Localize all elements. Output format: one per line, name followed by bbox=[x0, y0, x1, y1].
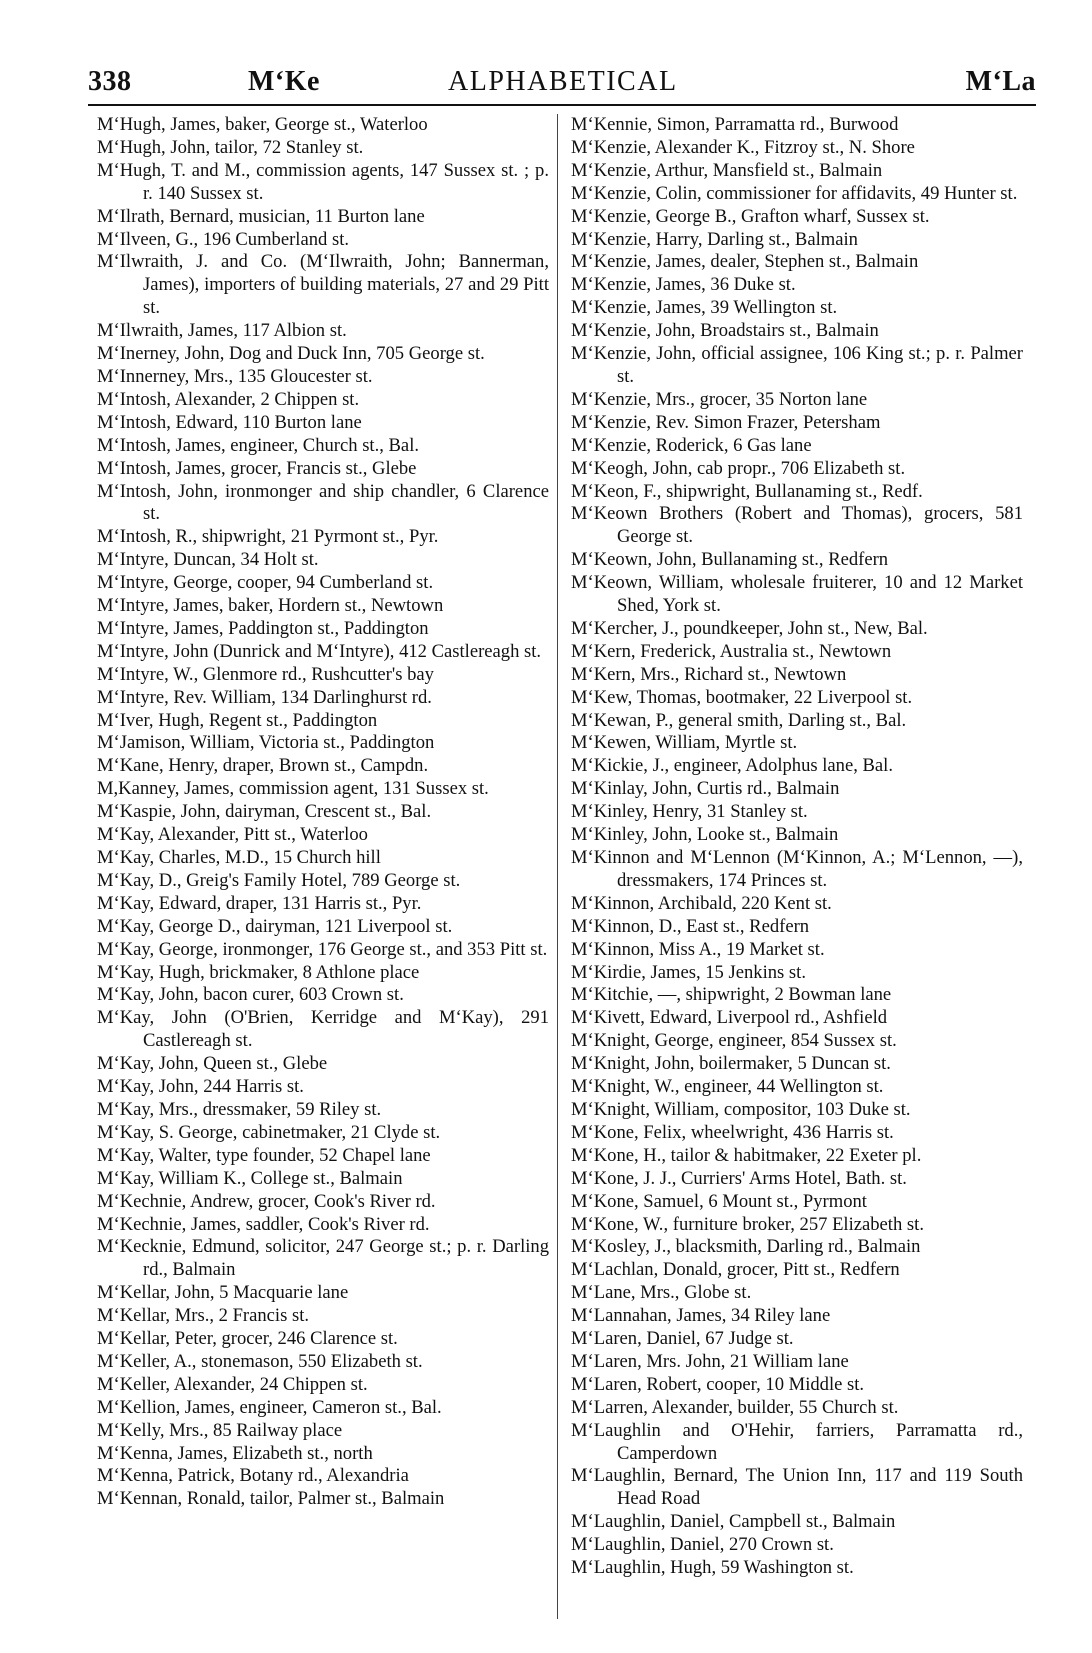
directory-entry: M‘Keown Brothers (Robert and Thomas), grocers, 581 George st. bbox=[571, 503, 1023, 548]
directory-entry: M‘Kecknie, Edmund, solicitor, 247 George st.; p. r. Darling rd., Balmain bbox=[97, 1236, 549, 1281]
directory-entry: M‘Kosley, J., blacksmith, Darling rd., Balmain bbox=[571, 1236, 921, 1258]
directory-entry: M‘Laughlin, Bernard, The Union Inn, 117 and 119 South Head Road bbox=[571, 1465, 1023, 1510]
directory-entry: M‘Kickie, J., engineer, Adolphus lane, Bal. bbox=[571, 755, 893, 777]
directory-entry: M‘Ilveen, G., 196 Cumberland st. bbox=[97, 228, 350, 250]
directory-entry: M‘Kellar, John, 5 Macquarie lane bbox=[97, 1282, 349, 1304]
directory-entry: M‘Kone, W., furniture broker, 257 Elizabeth st. bbox=[571, 1213, 924, 1235]
directory-entry: M‘Larren, Alexander, builder, 55 Church st. bbox=[571, 1396, 899, 1418]
left-column bbox=[97, 114, 549, 1619]
directory-entry: M‘Laren, Mrs. John, 21 William lane bbox=[571, 1350, 849, 1372]
directory-entry: M‘Kenzie, John, official assignee, 106 King st.; p. r. Palmer st. bbox=[571, 343, 1023, 387]
directory-entry: M‘Kay, Charles, M.D., 15 Church hill bbox=[97, 847, 381, 868]
directory-entry: M‘Kechnie, James, saddler, Cook's River rd. bbox=[97, 1213, 430, 1235]
directory-entry: M‘Keown, John, Bullanaming st., Redfern bbox=[571, 549, 889, 571]
directory-entry: M‘Intosh, Alexander, 2 Chippen st. bbox=[97, 388, 360, 410]
directory-entry: M‘Ilrath, Bernard, musician, 11 Burton lane bbox=[97, 205, 425, 227]
directory-entry: M‘Kellion, James, engineer, Cameron st., Bal. bbox=[97, 1396, 442, 1418]
directory-entry: M‘Kenzie, Harry, Darling st., Balmain bbox=[571, 228, 858, 250]
page-number: 338 bbox=[88, 66, 132, 97]
directory-entry: M‘Hugh, John, tailor, 72 Stanley st. bbox=[97, 136, 364, 158]
directory-entry: M‘Kone, Samuel, 6 Mount st., Pyrmont bbox=[571, 1190, 867, 1212]
directory-entry: M‘Kenzie, John, Broadstairs st., Balmain bbox=[571, 320, 879, 342]
directory-entry: M‘Kay, Edward, draper, 131 Harris st., Pyr. bbox=[97, 892, 422, 914]
directory-entry: M‘Kinnon, D., East st., Redfern bbox=[571, 915, 810, 937]
directory-entry: M‘Kercher, J., poundkeeper, John st., New, Bal. bbox=[571, 617, 928, 639]
directory-entry: M‘Kay, Hugh, brickmaker, 8 Athlone place bbox=[97, 961, 420, 983]
directory-entry: M‘Laughlin, Daniel, Campbell st., Balmain bbox=[571, 1511, 896, 1533]
directory-entry: M‘Kenzie, Colin, commissioner for affidavits, 49 Hunter st. bbox=[571, 182, 1018, 204]
directory-entry: M‘Kay, John, 244 Harris st. bbox=[97, 1076, 304, 1098]
directory-entry: M‘Intyre, Duncan, 34 Holt st. bbox=[97, 549, 319, 571]
directory-entry: M‘Keon, F., shipwright, Bullanaming st., Redf. bbox=[571, 480, 923, 502]
directory-entry: M‘Keller, A., stonemason, 550 Elizabeth st. bbox=[97, 1350, 423, 1372]
directory-entry: M‘Iver, Hugh, Regent st., Paddington bbox=[97, 709, 378, 731]
directory-entry: M‘Keller, Alexander, 24 Chippen st. bbox=[97, 1373, 368, 1395]
directory-entry: M‘Kenzie, Mrs., grocer, 35 Norton lane bbox=[571, 388, 868, 410]
directory-entry: M‘Kay, George D., dairyman, 121 Liverpool st. bbox=[97, 915, 453, 937]
directory-entry: M‘Intyre, James, baker, Hordern st., Newtown bbox=[97, 595, 444, 617]
directory-entry: M‘Ilwraith, James, 117 Albion st. bbox=[97, 320, 347, 342]
directory-entry: M‘Kenna, Patrick, Botany rd., Alexandria bbox=[97, 1465, 409, 1487]
directory-entry: M‘Kewan, P., general smith, Darling st., Bal. bbox=[571, 709, 907, 731]
directory-entry: M‘Kenzie, James, 39 Wellington st. bbox=[571, 297, 838, 319]
directory-entry: M‘Kew, Thomas, bootmaker, 22 Liverpool st. bbox=[571, 686, 913, 708]
directory-entry: M‘Kaspie, John, dairyman, Crescent st., Bal. bbox=[97, 801, 432, 823]
directory-entry: M‘Kenna, James, Elizabeth st., north bbox=[97, 1442, 373, 1464]
page-header bbox=[88, 60, 1036, 106]
directory-entry: M‘Kinley, John, Looke st., Balmain bbox=[571, 824, 839, 846]
directory-entry: M‘Kenzie, James, 36 Duke st. bbox=[571, 274, 796, 296]
directory-entry: M‘Laren, Robert, cooper, 10 Middle st. bbox=[571, 1373, 865, 1395]
directory-entry: M‘Intosh, John, ironmonger and ship chandler, 6 Clarence st. bbox=[97, 480, 549, 525]
directory-entry: M‘Kenzie, George B., Grafton wharf, Sussex st. bbox=[571, 205, 930, 227]
page-title: ALPHABETICAL bbox=[448, 66, 678, 97]
directory-entry: M‘Kane, Henry, draper, Brown st., Campdn. bbox=[97, 755, 429, 777]
directory-entry: M‘Kinnon, Archibald, 220 Kent st. bbox=[571, 892, 832, 914]
directory-entry: M‘Keown, William, wholesale fruiterer, 10 and 12 Market Shed, York st. bbox=[571, 572, 1023, 617]
directory-entry: M‘Kone, H., tailor & habitmaker, 22 Exeter pl. bbox=[571, 1144, 922, 1166]
column-divider bbox=[557, 114, 558, 1619]
directory-entry: M‘Lannahan, James, 34 Riley lane bbox=[571, 1305, 831, 1327]
directory-entry: M‘Knight, W., engineer, 44 Wellington st. bbox=[571, 1076, 884, 1098]
directory-entry: M‘Kay, Walter, type founder, 52 Chapel lane bbox=[97, 1144, 431, 1166]
directory-entry: M‘Kinnon and M‘Lennon (M‘Kinnon, A.; M‘Lennon, —), dressmakers, 174 Princes st. bbox=[571, 847, 1023, 891]
directory-entry: M‘Knight, John, boilermaker, 5 Duncan st. bbox=[571, 1053, 891, 1075]
directory-entry: M‘Innerney, Mrs., 135 Gloucester st. bbox=[97, 365, 373, 387]
directory-entry: M‘Kay, William K., College st., Balmain bbox=[97, 1167, 403, 1189]
directory-entry: M‘Kenzie, Roderick, 6 Gas lane bbox=[571, 434, 812, 456]
right-column bbox=[571, 114, 1023, 1619]
directory-entry: M‘Kenzie, Rev. Simon Frazer, Petersham bbox=[571, 411, 881, 433]
directory-entry: M‘Kone, J. J., Curriers' Arms Hotel, Bath. st. bbox=[571, 1167, 907, 1189]
directory-entry: M‘Kivett, Edward, Liverpool rd., Ashfield bbox=[571, 1007, 888, 1029]
directory-entry: M‘Intyre, W., Glenmore rd., Rushcutter's bay bbox=[97, 663, 434, 685]
directory-entry: M‘Kinley, Henry, 31 Stanley st. bbox=[571, 801, 808, 823]
directory-entry: M‘Kellar, Mrs., 2 Francis st. bbox=[97, 1305, 310, 1327]
directory-entry: M‘Kay, John, bacon curer, 603 Crown st. bbox=[97, 984, 404, 1006]
directory-entry: M‘Kinnon, Miss A., 19 Market st. bbox=[571, 938, 825, 960]
directory-entry: M‘Intyre, Rev. William, 134 Darlinghurst rd. bbox=[97, 686, 432, 708]
directory-entry: M,Kanney, James, commission agent, 131 Sussex st. bbox=[97, 778, 489, 800]
directory-entry: M‘Kennan, Ronald, tailor, Palmer st., Balmain bbox=[97, 1488, 445, 1510]
directory-entry: M‘Knight, George, engineer, 854 Sussex st. bbox=[571, 1030, 897, 1052]
directory-entry: M‘Intyre, John (Dunrick and M‘Intyre), 412 Castlereagh st. bbox=[97, 640, 542, 662]
directory-entry: M‘Kern, Mrs., Richard st., Newtown bbox=[571, 663, 847, 685]
directory-entry: M‘Inerney, John, Dog and Duck Inn, 705 George st. bbox=[97, 343, 485, 365]
directory-entry: M‘Kay, George, ironmonger, 176 George st., and 353 Pitt st. bbox=[97, 938, 548, 960]
directory-entry: M‘Knight, William, compositor, 103 Duke st. bbox=[571, 1098, 911, 1120]
directory-entry: M‘Intosh, James, grocer, Francis st., Glebe bbox=[97, 457, 417, 479]
directory-entry: M‘Laughlin, Daniel, 270 Crown st. bbox=[571, 1534, 834, 1556]
directory-entry: M‘Kenzie, Arthur, Mansfield st., Balmain bbox=[571, 159, 883, 181]
directory-entry: M‘Lachlan, Donald, grocer, Pitt st., Redfern bbox=[571, 1259, 900, 1281]
directory-entry: M‘Kenzie, Alexander K., Fitzroy st., N. Shore bbox=[571, 136, 915, 158]
directory-entry: M‘Hugh, James, baker, George st., Waterloo bbox=[97, 114, 428, 135]
directory-entry: M‘Intosh, R., shipwright, 21 Pyrmont st., Pyr. bbox=[97, 526, 439, 548]
directory-entry: M‘Laren, Daniel, 67 Judge st. bbox=[571, 1328, 794, 1350]
left-running-key: M‘Ke bbox=[248, 66, 320, 97]
directory-entry: M‘Jamison, William, Victoria st., Paddington bbox=[97, 732, 435, 754]
directory-entry: M‘Kewen, William, Myrtle st. bbox=[571, 732, 798, 754]
directory-entry: M‘Laughlin, Hugh, 59 Washington st. bbox=[571, 1557, 854, 1579]
directory-entry: M‘Kone, Felix, wheelwright, 436 Harris st. bbox=[571, 1121, 894, 1143]
directory-entry: M‘Kellar, Peter, grocer, 246 Clarence st. bbox=[97, 1328, 398, 1350]
directory-entry: M‘Ilwraith, J. and Co. (M‘Ilwraith, John; Bannerman, James), importers of building materials, 27 and 29 Pitt st. bbox=[97, 251, 549, 319]
directory-entry: M‘Kinlay, John, Curtis rd., Balmain bbox=[571, 778, 840, 800]
directory-entry: M‘Intosh, James, engineer, Church st., Bal. bbox=[97, 434, 420, 456]
directory-entry: M‘Kelly, Mrs., 85 Railway place bbox=[97, 1419, 343, 1441]
directory-entry: M‘Intyre, George, cooper, 94 Cumberland st. bbox=[97, 572, 434, 594]
directory-entry: M‘Kennie, Simon, Parramatta rd., Burwood bbox=[571, 114, 899, 135]
directory-entry: M‘Kay, S. George, cabinetmaker, 21 Clyde st. bbox=[97, 1121, 441, 1143]
directory-entry: M‘Intyre, James, Paddington st., Paddington bbox=[97, 617, 429, 639]
directory-entry: M‘Hugh, T. and M., commission agents, 147 Sussex st. ; p. r. 140 Sussex st. bbox=[97, 159, 549, 204]
directory-entry: M‘Kay, John (O'Brien, Kerridge and M‘Kay), 291 Castlereagh st. bbox=[97, 1007, 549, 1052]
directory-entry: M‘Kay, D., Greig's Family Hotel, 789 George st. bbox=[97, 869, 461, 891]
directory-entry: M‘Lane, Mrs., Globe st. bbox=[571, 1282, 752, 1304]
directory-entry: M‘Kirdie, James, 15 Jenkins st. bbox=[571, 961, 806, 983]
directory-entry: M‘Kitchie, —, shipwright, 2 Bowman lane bbox=[571, 984, 892, 1006]
directory-entry: M‘Kern, Frederick, Australia st., Newtown bbox=[571, 640, 892, 662]
directory-entry: M‘Keogh, John, cab propr., 706 Elizabeth st. bbox=[571, 457, 906, 479]
directory-entry: M‘Kay, Mrs., dressmaker, 59 Riley st. bbox=[97, 1098, 382, 1120]
directory-entry: M‘Kenzie, James, dealer, Stephen st., Balmain bbox=[571, 251, 919, 273]
right-running-key: M‘La bbox=[965, 66, 1036, 97]
directory-entry: M‘Laughlin and O'Hehir, farriers, Parramatta rd., Camperdown bbox=[571, 1419, 1023, 1464]
directory-entry: M‘Kay, Alexander, Pitt st., Waterloo bbox=[97, 824, 368, 846]
directory-entry: M‘Kechnie, Andrew, grocer, Cook's River rd. bbox=[97, 1190, 436, 1212]
directory-entry: M‘Intosh, Edward, 110 Burton lane bbox=[97, 411, 362, 433]
directory-entry: M‘Kay, John, Queen st., Glebe bbox=[97, 1053, 328, 1075]
